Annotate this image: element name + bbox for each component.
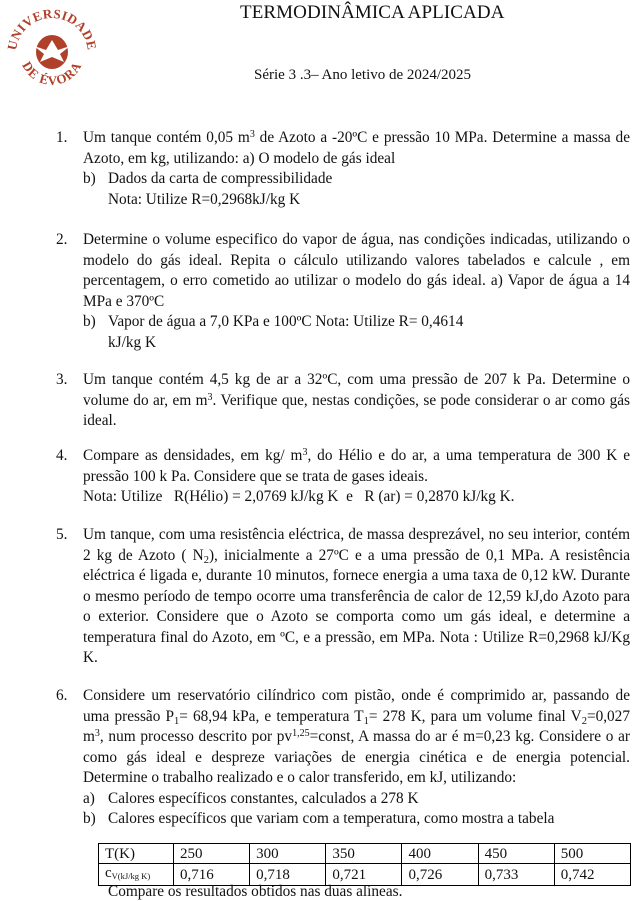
question-text: Determine o volume especifico do vapor de água, nas condições indicadas, utilizando o modelo do gás ideal. Repita o cálculo utilizando valores tabelados e calcule , em percentagem, o erro cometido ao utilizar o modelo do gás ideal. a) Vapor de água a 14 MPa e 370ºC	[83, 231, 630, 310]
page-title: TERMODINÂMICA APLICADA	[240, 2, 505, 23]
page-subtitle: Série 3 .3– Ano letivo de 2024/2025	[254, 67, 472, 83]
question-number: 2.	[56, 231, 68, 248]
logo-text-top: UNIVERSIDADE	[4, 5, 100, 52]
question-text: Um tanque contém 4,5 kg de ar a 32ºC, com uma pressão de 207 k Pa. Determine o volume do ar, em $m^3$. Verifique que, nestas condições, se pode considerar o ar como gás ideal.	[83, 371, 630, 429]
table-cell: 0,718	[250, 864, 326, 886]
question-text: Considere um reservatório cilíndrico com pistão, onde é comprimido ar, passando de uma pressão P1= 68,94 kPa, e temperatura T1= 278 K, para um volume final V2=0,027 $m^3$, num processo descrito por pv$^{1,25}$=const, A massa do ar é m=0,23 kg. Considere o ar como gás ideal e despreze variações de energia cinética e de energia potencial. Determine o trabalho realizado e o calor transferido, em kJ, utilizando:	[83, 687, 630, 786]
table-cell: 450	[478, 844, 554, 864]
question-number: 3.	[56, 371, 68, 388]
table-cell: 0,716	[174, 864, 250, 886]
question-text: Um tanque contém 0,05 $m^3$ de Azoto a -20ºC e pressão 10 MPa. Determine a massa de Azoto, em kg, utilizando: a) O modelo de gás ideal	[83, 129, 630, 167]
university-logo	[4, 2, 100, 94]
closing-text: Compare os resultados obtidos nas duas alíneas.	[108, 883, 403, 900]
table-cell: 250	[174, 844, 250, 864]
question-note: Nota: Utilize R=0,2968kJ/kg K	[108, 190, 301, 208]
question-number: 6.	[56, 687, 68, 704]
subitem-b: b) Dados da carta de compressibilidade	[83, 170, 333, 187]
cv-table	[98, 843, 631, 886]
table-header-cell: cV(kJ/kg K)	[99, 864, 174, 886]
logo-text-bottom: DE ÉVORA	[19, 58, 85, 89]
subitem-b-unit: kJ/kg K	[108, 333, 157, 351]
question-note: Nota: Utilize R(Hélio) = 2,0769 kJ/kg K e R (ar) = 0,2870 kJ/kg K.	[83, 488, 515, 505]
question-text: Compare as densidades, em kg/ $m^3$, do Hélio e do ar, a uma temperatura de 300 K e pressão 100 k Pa. Considere que se trata de gases ideais.	[83, 447, 630, 485]
question-text: Um tanque, com uma resistência eléctrica, de massa desprezável, no seu interior, contém 2 kg de Azoto ( N2), inicialmente a 27ºC e a uma pressão de 0,1 MPa. A resistência eléctrica é ligada e, durante 10 minutos, fornece energia a uma taxa de 0,12 kW. Durante o mesmo período de tempo ocorre uma transferência de calor de 12,59 kJ,do Azoto para o exterior. Considere que o Azoto se comporta como um gás ideal, e determine a temperatura final do Azoto, em ºC, e a pressão, em MPa. Nota : Utilize R=0,2968 kJ/Kg K.	[83, 526, 631, 666]
table-row	[99, 844, 631, 864]
table-cell: 400	[402, 844, 478, 864]
table-cell: 300	[250, 844, 326, 864]
table-cell: 500	[554, 844, 630, 864]
question-number: 1.	[56, 129, 68, 146]
table-cell: 0,733	[478, 864, 554, 886]
table-cell: 0,721	[326, 864, 402, 886]
table-cell: 350	[326, 844, 402, 864]
table-cell: 0,726	[402, 864, 478, 886]
subitem-b: b) Calores específicos que variam com a temperatura, como mostra a tabela	[83, 810, 555, 827]
subitem-b: b) Vapor de água a 7,0 KPa e 100ºC Nota: Utilize R= 0,4614	[83, 313, 464, 330]
table-cell: 0,742	[554, 864, 630, 886]
subitem-a: a) Calores específicos constantes, calculados a 278 K	[83, 789, 419, 807]
dove-emblem-icon	[34, 35, 70, 69]
question-number: 5.	[56, 526, 68, 543]
question-number: 4.	[56, 447, 68, 464]
table-header-cell: T(K)	[99, 844, 174, 864]
